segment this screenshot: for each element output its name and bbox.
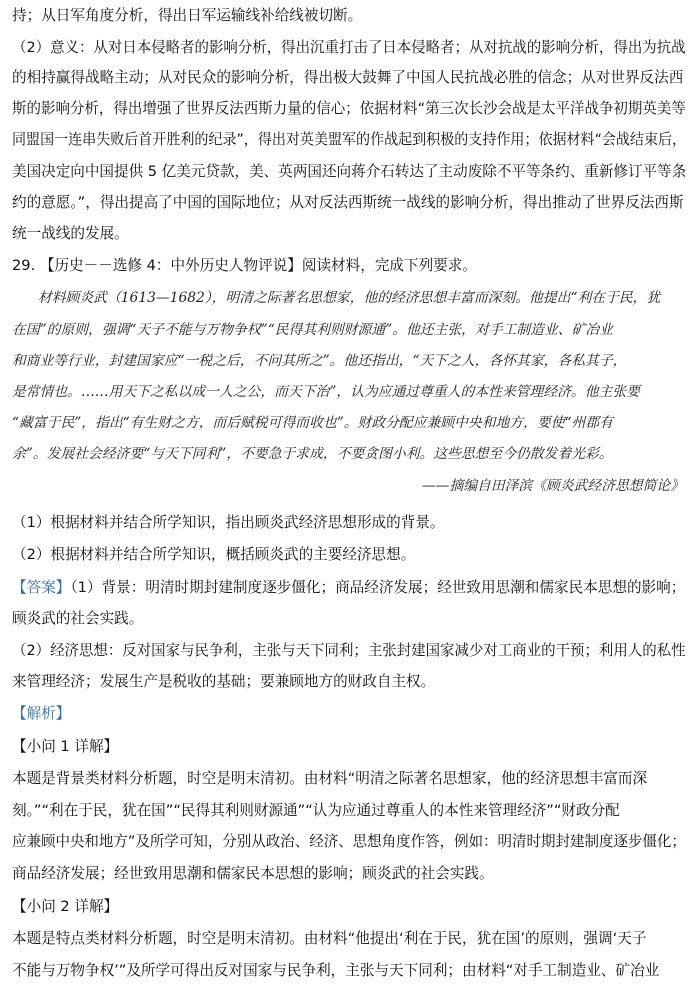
material-line: 是常情也。……用天下之私以成一人之公，而天下治”，认为应通过尊重人的本性来管理经济。他主张要 [12,384,640,400]
material-line: 在国”的原则，强调“天子不能与万物争权”“民得其利则财源通”。他还主张，对手工制造业、矿冶业 [12,322,613,338]
material-line: 和商业等行业，封建国家应“一税之后，不问其所之”。他还指出，“天下之人，各怀其家，各私其子， [12,353,627,369]
text-line: 刻。”“利在于民，犹在国”“民得其利则财源通”“认为应通过尊重人的本性来管理经济”“财政分配 [12,802,620,819]
analysis-tag: 【解析】 [12,705,71,722]
text-line: 本题是背景类材料分析题，时空是明末清初。由材料“明清之际著名思想家，他的经济思想丰富而深 [12,770,648,787]
text-line: 持；从日军角度分析，得出日军运输线补给线被切断。 [12,7,363,24]
question-heading: 29. 【历史－－选修 4：中外历史人物评说】阅读材料，完成下列要求。 [12,257,477,274]
answer-text: （1）背景：明清时期封建制度逐步僵化；商品经济发展；经世致用思潮和儒家民本思想的影响； [70,579,686,596]
text-line: 不能与万物争权’”及所学可得出反对国家与民争利，主张与天下同利；由材料“对手工制造业、矿冶业 [12,962,660,979]
text-line: 商品经济发展；经世致用思潮和儒家民本思想的影响；顾炎武的社会实践。 [12,865,494,882]
question-part: （2）根据材料并结合所学知识，概括顾炎武的主要经济思想。 [12,546,416,563]
material-line: 余”。发展社会经济要“与天下同利”，不要急于求成，不要贪图小利。这些思想至今仍散发着光彩。 [12,446,613,462]
subquestion-heading: 【小问 1 详解】 [12,738,119,755]
text-line: 本题是特点类材料分析题，时空是明末清初。由材料“他提出‘利在于民，犹在国’的原则，强调‘天子 [12,930,647,947]
text-line: 来管理经济；发展生产是税收的基础；要兼顾地方的财政自主权。 [12,673,436,690]
text-line: （2）意义：从对日本侵略者的影响分析，得出沉重打击了日本侵略者；从对抗战的影响分析，得出为抗战 [12,39,686,56]
text-line: 同盟国一连串失败后首开胜利的纪录”，得出对英美盟军的作战起到积极的支持作用；依据材料“会战结束后， [12,131,687,148]
material-line: 材料顾炎武（1613—1682），明清之际著名思想家，他的经济思想丰富而深刻。他提出“利在于民，犹 [38,290,661,306]
answer-line [12,578,685,598]
material-line: “藏富于民”，指出“有生财之方，而后赋税可得而收也”。财政分配应兼顾中央和地方，要使“州郡有 [12,415,613,431]
answer-tag: 【答案】 [12,579,71,596]
analysis-line [12,704,70,724]
text-line: 应兼顾中央和地方”及所学可知，分别从政治、经济、思想角度作答，例如：明清时期封建制度逐步僵化； [12,833,686,850]
text-line: 美国决定向中国提供 5 亿美元贷款，美、英两国还向蒋介石转达了主动废除不平等条约、重新修订平等条 [12,163,687,180]
text-line: 约的意愿。”，得出提高了中国的国际地位；从对反法西斯统一战线的影响分析，得出推动了世界反法西斯 [12,194,684,211]
material-source: ——摘编自田泽滨《顾炎武经济思想简论》 [421,478,684,494]
text-line: （2）经济思想：反对国家与民争利，主张与天下同利；主张封建国家减少对工商业的干预；利用人的私性 [12,642,686,659]
subquestion-heading: 【小问 2 详解】 [12,898,119,915]
question-part: （1）根据材料并结合所学知识，指出顾炎武经济思想形成的背景。 [12,514,445,531]
text-line: 顾炎武的社会实践。 [12,610,144,627]
text-line: 统一战线的发展。 [12,225,129,242]
text-line: 的相持赢得战略主动；从对民众的影响分析，得出极大鼓舞了中国人民抗战必胜的信念；从对世界反法西 [12,69,684,86]
text-line: 斯的影响分析，得出增强了世界反法西斯力量的信心；依据材料“第三次长沙会战是太平洋战争初期英美等 [12,100,686,117]
